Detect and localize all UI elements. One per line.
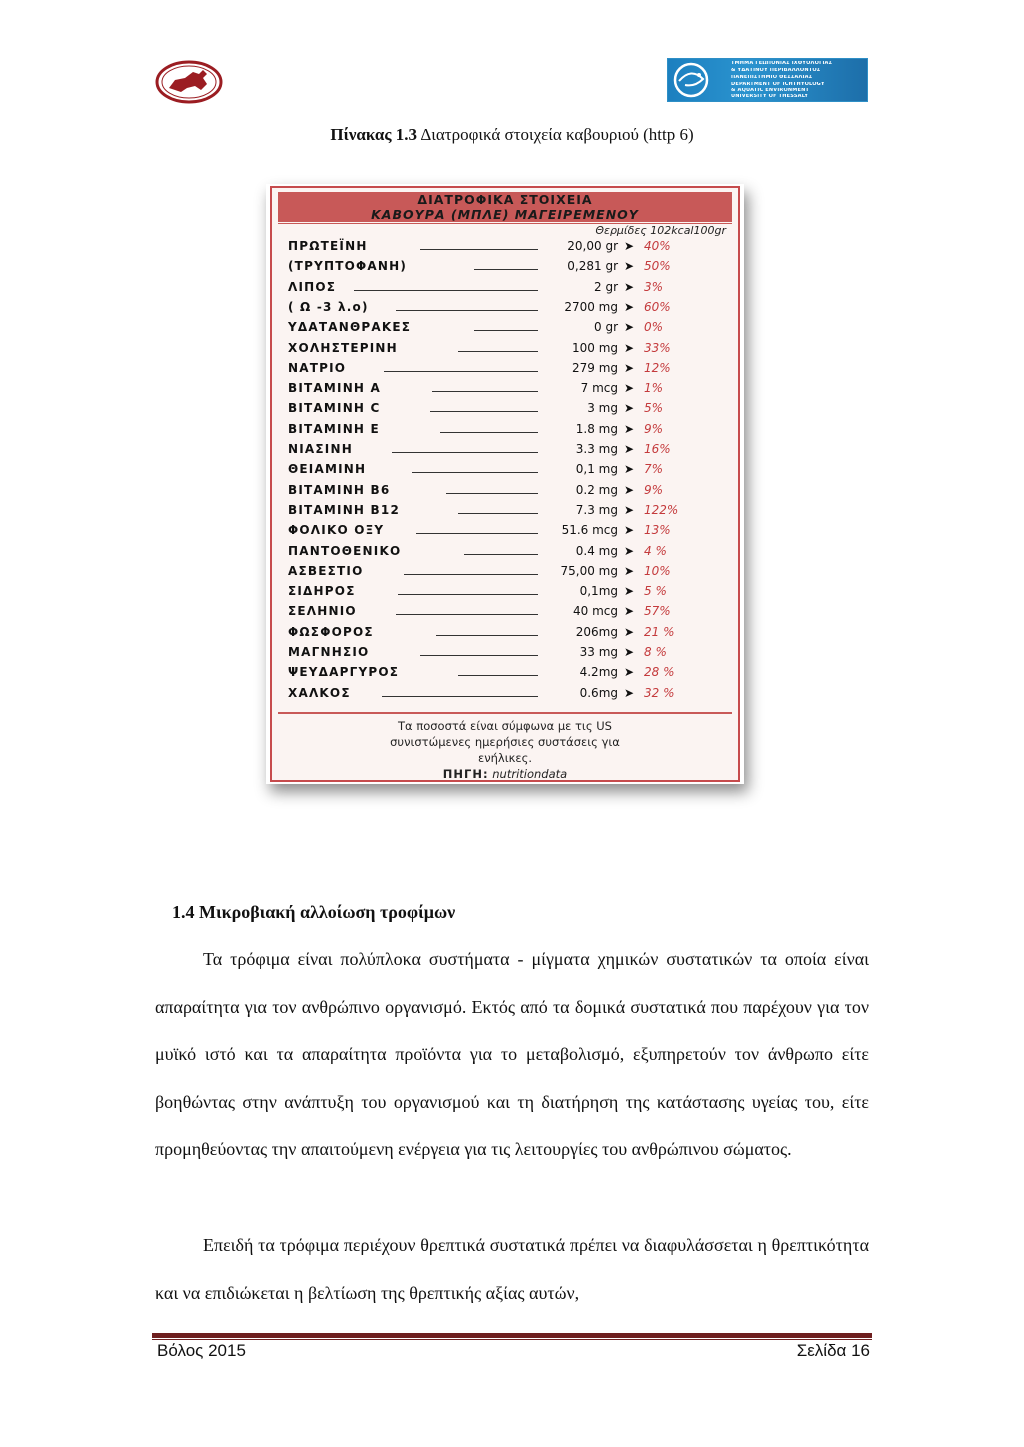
nutrient-name: ΒΙΤΑΜΙΝΗ Α — [288, 381, 382, 396]
arrow-icon: ➤ — [624, 421, 635, 436]
nutrient-row — [288, 581, 728, 601]
department-emblem-icon — [671, 61, 715, 99]
nutrient-amount: 0.6mg — [579, 685, 618, 700]
nutrient-row — [288, 683, 728, 703]
nutrient-row — [288, 256, 728, 276]
leader-line — [396, 614, 538, 615]
leader-line — [458, 675, 538, 676]
nutrient-row — [288, 601, 728, 621]
card-header — [278, 192, 732, 222]
nutrient-percent: 12% — [644, 360, 671, 375]
arrow-icon: ➤ — [624, 381, 635, 396]
body-paragraph: Τα τρόφιμα είναι πολύπλοκα συστήματα - μίγματα χημικών συστατικών τα οποία είναι απαραίτητα για τον ανθρώπινο οργανισμό. Εκτός από τα δομικά συστατικά που παρέχουν για τον μυϊκό ιστό και τα απαραίτητα προϊόντα για το μεταβολισμό, εξυπηρετούν τον άνθρωπο είτε βοηθώντας στην ανάπτυξη του οργανισμού και τη διατήρηση της κατάστασης υγείας του, είτε προμηθεύοντας την απαιτούμενη ενέργεια για τις λειτουργίες του ανθρώπινου σώματος. — [155, 949, 869, 1159]
nutrient-name: ΒΙΤΑΜΙΝΗ Β12 — [288, 502, 400, 517]
nutrient-row — [288, 398, 728, 418]
nutrient-row — [288, 459, 728, 479]
nutrient-name: ΑΣΒΕΣΤΙΟ — [288, 563, 364, 578]
arrow-icon: ➤ — [624, 645, 635, 659]
footnote-line: ενήλικες. — [477, 751, 533, 765]
nutrient-name: ΒΙΤΑΜΙΝΗ Ε — [288, 421, 380, 436]
nutrient-amount: 206mg — [575, 624, 618, 639]
nutrient-row — [288, 297, 728, 317]
arrow-icon: ➤ — [624, 279, 635, 294]
nutrient-amount: 7 mcg — [580, 381, 618, 396]
arrow-icon: ➤ — [624, 299, 635, 314]
nutrient-name: ΜΑΓΝΗΣΙΟ — [288, 645, 370, 659]
nutrient-row — [288, 338, 728, 358]
leader-line — [354, 290, 538, 291]
nutrient-percent: 21 % — [644, 624, 675, 639]
footnote-line: συνιστώμενες ημερήσιες συστάσεις για — [390, 735, 620, 749]
nutrient-name: ΛΙΠΟΣ — [288, 279, 337, 294]
leader-line — [392, 452, 538, 453]
leader-line — [404, 574, 538, 575]
logo-text-line: & AQUATIC ENVIRONMENT — [731, 88, 810, 93]
nutrient-name: ΠΑΝΤΟΘΕΝΙΚΟ — [288, 543, 402, 558]
nutrient-amount: 0,281 gr — [567, 259, 618, 274]
nutrient-percent: 32 % — [644, 685, 675, 700]
nutrient-name: ΒΙΤΑΜΙΝΗ Β6 — [288, 482, 391, 497]
body-paragraph: Επειδή τα τρόφιμα περιέχουν θρεπτικά συστατικά πρέπει να διαφυλάσσεται η θρεπτικότητα και να επιδιώκεται η βελτίωση της θρεπτικής αξίας αυτών, — [155, 1235, 869, 1303]
nutrient-row — [288, 662, 728, 682]
leader-line — [436, 635, 538, 636]
leader-line — [420, 249, 538, 250]
nutrient-percent: 122% — [644, 502, 679, 517]
nutrient-percent: 9% — [644, 482, 664, 497]
nutrient-amount: 100 mg — [571, 340, 618, 355]
arrow-icon: ➤ — [624, 665, 635, 680]
arrow-icon: ➤ — [624, 523, 635, 538]
arrow-icon: ➤ — [624, 563, 635, 578]
leader-line — [396, 310, 538, 311]
nutrient-row — [288, 419, 728, 439]
nutrient-amount: 3 mg — [587, 401, 618, 416]
nutrient-percent: 40% — [644, 239, 671, 253]
nutrient-amount: 40 mcg — [573, 604, 618, 619]
nutrient-percent: 1% — [644, 381, 664, 396]
leader-line — [432, 391, 538, 392]
nutrient-name: ΒΙΤΑΜΙΝΗ C — [288, 401, 381, 416]
nutrient-row — [288, 236, 728, 256]
nutrient-name: ΣΙΔΗΡΟΣ — [288, 584, 356, 599]
card-subtitle: ΚΑΒΟΥΡΑ (ΜΠΛΕ) ΜΑΓΕΙΡΕΜΕΝΟΥ — [371, 207, 639, 222]
nutrient-amount: 7.3 mg — [575, 502, 618, 517]
nutrient-amount: 3.3 mg — [575, 442, 618, 456]
nutrient-amount: 4.2mg — [579, 665, 618, 680]
nutrient-row — [288, 277, 728, 297]
source-value: nutritiondata — [492, 767, 568, 781]
nutrient-row — [288, 642, 728, 662]
arrow-icon: ➤ — [624, 462, 635, 477]
logo-text-line: ΠΑΝΕΠΙΣΤΗΜΙΟ ΘΕΣΣΑΛΙΑΣ — [731, 75, 813, 80]
nutrient-amount: 51.6 mcg — [561, 523, 618, 538]
nutrient-percent: 60% — [644, 299, 671, 314]
nutrient-name: ΧΟΛΗΣΤΕΡΙΝΗ — [288, 340, 398, 355]
arrow-icon: ➤ — [624, 340, 635, 355]
arrow-icon: ➤ — [624, 584, 635, 599]
nutrient-percent: 28 % — [644, 665, 675, 680]
nutrient-amount: 0.2 mg — [575, 482, 618, 497]
nutrient-name: ΥΔΑΤΑΝΘΡΑΚΕΣ — [288, 320, 412, 335]
nutrient-name: ΦΩΣΦΟΡΟΣ — [288, 624, 374, 639]
caption-text: Διατροφικά στοιχεία καβουριού (http 6) — [420, 125, 694, 144]
caption-label: Πίνακας 1.3 — [330, 125, 418, 144]
nutrient-name: ΣΕΛΗΝΙΟ — [288, 604, 357, 619]
nutrient-percent: 9% — [644, 421, 664, 436]
leader-line — [440, 432, 538, 433]
arrow-icon: ➤ — [624, 401, 635, 416]
leader-line — [398, 594, 538, 595]
leader-line — [464, 554, 538, 555]
nutrient-amount: 0.4 mg — [575, 543, 618, 558]
nutrient-amount: 0 gr — [594, 320, 618, 335]
nutrient-row — [288, 439, 728, 459]
arrow-icon: ➤ — [624, 482, 635, 497]
table-caption — [0, 124, 1024, 146]
leader-line — [458, 351, 538, 352]
nutrient-percent: 33% — [644, 340, 671, 355]
nutrient-amount: 279 mg — [571, 360, 618, 375]
card-footnote — [278, 712, 732, 781]
nutrient-amount: 2 gr — [594, 279, 618, 294]
arrow-icon: ➤ — [624, 320, 635, 335]
footer-page-number: Σελίδα 16 — [796, 1341, 870, 1360]
nutrient-amount: 2700 mg — [564, 299, 618, 314]
leader-line — [382, 696, 538, 697]
nutrient-name: (ΤΡΥΠΤΟΦΑΝΗ) — [288, 259, 408, 274]
nutrient-name: ΧΑΛΚΟΣ — [288, 685, 351, 700]
section-heading: 1.4 Μικροβιακή αλλοίωση τροφίμων — [172, 902, 456, 922]
nutrient-amount: 20,00 gr — [567, 239, 618, 253]
nutrient-percent: 16% — [644, 442, 671, 456]
nutrient-percent: 57% — [644, 604, 671, 619]
nutrient-percent: 0% — [644, 320, 664, 335]
nutrient-row — [288, 358, 728, 378]
logo-text-line: DEPARTMENT OF ICHTHYOLOGY — [731, 82, 825, 87]
nutrient-row — [288, 480, 728, 500]
department-logo — [667, 58, 868, 102]
footer-location-year: Βόλος 2015 — [157, 1341, 246, 1360]
nutrient-amount: 0,1 mg — [575, 462, 618, 477]
leader-line — [412, 472, 538, 473]
leader-line — [458, 513, 538, 514]
nutrient-row — [288, 541, 728, 561]
nutrient-name: ΘΕΙΑΜΙΝΗ — [288, 462, 367, 477]
nutrient-name: ΝΙΑΣΙΝΗ — [288, 442, 353, 456]
nutrient-row — [288, 500, 728, 520]
arrow-icon: ➤ — [624, 442, 635, 456]
nutrient-percent: 8 % — [644, 645, 667, 659]
source-label: ΠΗΓΗ: — [442, 767, 489, 781]
arrow-icon: ➤ — [624, 624, 635, 639]
nutrient-row — [288, 317, 728, 337]
nutrient-amount: 75,00 mg — [560, 563, 618, 578]
leader-line — [384, 371, 538, 372]
footer-rule — [152, 1333, 872, 1338]
nutrient-percent: 4 % — [644, 543, 667, 558]
nutrient-percent: 5 % — [644, 584, 667, 599]
footer-rule — [152, 1339, 872, 1340]
nutrient-amount: 1.8 mg — [575, 421, 618, 436]
logo-text-line: UNIVERSITY OF THESSALY — [731, 94, 809, 99]
footnote-line: Τα ποσοστά είναι σύμφωνα με τις US — [398, 719, 612, 733]
nutrient-name: ΝΑΤΡΙΟ — [288, 360, 347, 375]
nutrient-name: ΨΕΥΔΑΡΓΥΡΟΣ — [288, 665, 400, 680]
arrow-icon: ➤ — [624, 604, 635, 619]
nutrient-name: ΦΟΛΙΚΟ ΟΞΥ — [288, 523, 385, 538]
leader-line — [430, 411, 538, 412]
leader-line — [446, 493, 538, 494]
nutrient-row — [288, 520, 728, 540]
leader-line — [416, 533, 538, 534]
university-seal-icon — [155, 60, 223, 104]
nutrient-percent: 7% — [644, 462, 664, 477]
arrow-icon: ➤ — [624, 360, 635, 375]
nutrient-percent: 5% — [644, 401, 664, 416]
nutrient-amount: 33 mg — [579, 645, 618, 659]
arrow-icon: ➤ — [624, 543, 635, 558]
arrow-icon: ➤ — [624, 259, 635, 274]
card-title: ΔΙΑΤΡΟΦΙΚΑ ΣΤΟΙΧΕΙΑ — [417, 192, 593, 207]
card-calories: Θερμίδες 102kcal100gr — [595, 224, 726, 237]
nutrient-row — [288, 378, 728, 398]
nutrient-percent: 3% — [644, 279, 664, 294]
arrow-icon: ➤ — [624, 685, 635, 700]
nutrient-name: ( Ω -3 λ.ο) — [288, 299, 369, 314]
nutrition-card — [270, 186, 740, 782]
nutrient-name: ΠΡΩΤΕΪΝΗ — [288, 239, 368, 253]
arrow-icon: ➤ — [624, 239, 635, 253]
source-line — [278, 766, 732, 782]
nutrient-percent: 13% — [644, 523, 671, 538]
leader-line — [420, 655, 538, 656]
nutrient-percent: 50% — [644, 259, 671, 274]
logo-text-line: & ΥΔΑΤΙΝΟΥ ΠΕΡΙΒΑΛΛΟΝΤΟΣ — [731, 68, 821, 73]
nutrient-row — [288, 622, 728, 642]
arrow-icon: ➤ — [624, 502, 635, 517]
nutrient-amount: 0,1mg — [579, 584, 618, 599]
nutrient-percent: 10% — [644, 563, 671, 578]
nutrient-row — [288, 561, 728, 581]
logo-text-line: ΤΜΗΜΑ ΓΕΩΠΟΝΙΑΣ ΙΧΘΥΟΛΟΓΙΑΣ — [731, 61, 833, 66]
